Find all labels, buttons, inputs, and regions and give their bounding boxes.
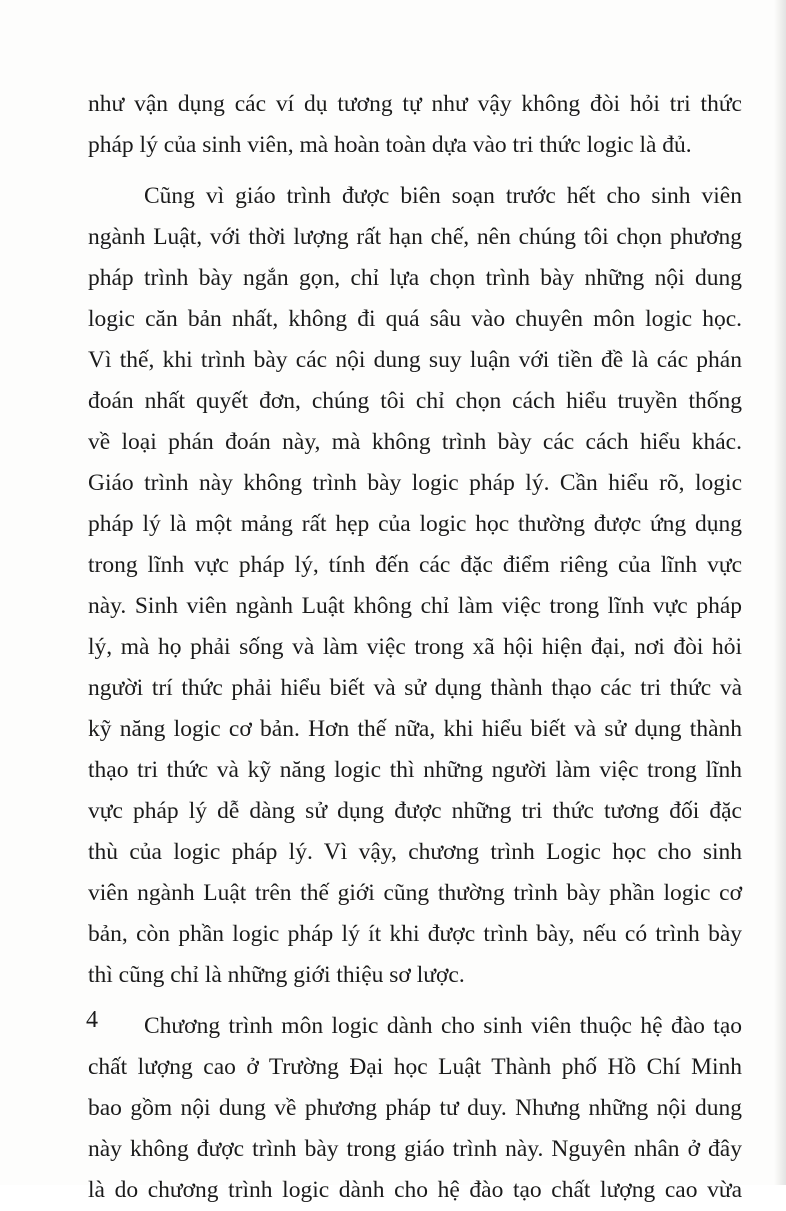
text-line: logic căn bản nhất, không đi quá sâu vào chuyên môn logic học. [88, 306, 742, 332]
text-line: pháp lý là một mảng rất hẹp của logic học thường được ứng dụng [88, 511, 742, 537]
text-line: như vận dụng các ví dụ tương tự như vậy không đòi hỏi tri thức [88, 91, 742, 117]
paragraph-gap [88, 166, 742, 176]
text-line: Vì thế, khi trình bày các nội dung suy luận với tiền đề là các phán [88, 347, 742, 373]
page-number: 4 [86, 1007, 98, 1033]
text-line: trong lĩnh vực pháp lý, tính đến các đặc điểm riêng của lĩnh vực [88, 552, 742, 578]
text-line: thạo tri thức và kỹ năng logic thì những người làm việc trong lĩnh [88, 757, 742, 783]
text-line: vực pháp lý dễ dàng sử dụng được những tri thức tương đối đặc [88, 798, 742, 824]
text-line: thù của logic pháp lý. Vì vậy, chương trình Logic học cho sinh [88, 839, 742, 865]
text-line: ngành Luật, với thời lượng rất hạn chế, nên chúng tôi chọn phương [88, 224, 742, 250]
text-line: người trí thức phải hiểu biết và sử dụng thành thạo các tri thức và [88, 675, 742, 701]
text-line: này. Sinh viên ngành Luật không chỉ làm việc trong lĩnh vực pháp [88, 593, 742, 619]
text-line: bản, còn phần logic pháp lý ít khi được trình bày, nếu có trình bày [88, 921, 742, 947]
text-line: Giáo trình này không trình bày logic pháp lý. Cần hiểu rõ, logic [88, 470, 742, 496]
text-line: chất lượng cao ở Trường Đại học Luật Thành phố Hồ Chí Minh [88, 1054, 742, 1080]
text-line: đoán nhất quyết đơn, chúng tôi chỉ chọn cách hiểu truyền thống [88, 388, 742, 414]
text-line: pháp trình bày ngắn gọn, chỉ lựa chọn trình bày những nội dung [88, 265, 742, 291]
text-line: kỹ năng logic cơ bản. Hơn thế nữa, khi hiểu biết và sử dụng thành [88, 716, 742, 742]
text-line: thì cũng chỉ là những giới thiệu sơ lược. [88, 962, 465, 988]
text-line: pháp lý của sinh viên, mà hoàn toàn dựa vào tri thức logic là đủ. [88, 132, 692, 158]
paragraph-gap [88, 996, 742, 1006]
text-line: về loại phán đoán này, mà không trình bày các cách hiểu khác. [88, 429, 742, 455]
text-line: bao gồm nội dung về phương pháp tư duy. Nhưng những nội dung [88, 1095, 742, 1121]
body-text [88, 84, 742, 1211]
page-edge-shadow [774, 0, 786, 1185]
text-line: lý, mà họ phải sống và làm việc trong xã hội hiện đại, nơi đòi hỏi [88, 634, 742, 660]
text-line: này không được trình bày trong giáo trình này. Nguyên nhân ở đây [88, 1136, 742, 1162]
text-line: là do chương trình logic dành cho hệ đào tạo chất lượng cao vừa [88, 1177, 742, 1203]
text-line: Cũng vì giáo trình được biên soạn trước hết cho sinh viên [144, 183, 742, 209]
text-line: Chương trình môn logic dành cho sinh viên thuộc hệ đào tạo [144, 1013, 742, 1039]
text-line: viên ngành Luật trên thế giới cũng thường trình bày phần logic cơ [88, 880, 742, 906]
